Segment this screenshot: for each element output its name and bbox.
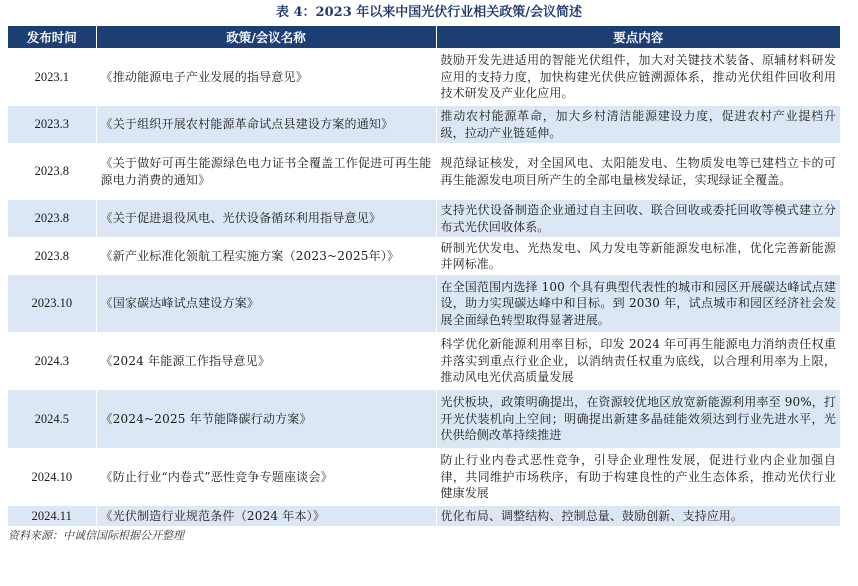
row-date: 2024.3 <box>8 332 96 390</box>
row-name: 《新产业标准化领航工程实施方案（2023~2025年）》 <box>96 237 436 275</box>
table-row <box>8 237 840 275</box>
row-name: 《关于促进退役风电、光伏设备循环利用指导意见》 <box>96 200 436 237</box>
column-header-points: 要点内容 <box>436 26 840 48</box>
table-row <box>8 390 840 448</box>
table-header-row <box>8 26 840 48</box>
table-row <box>8 48 840 106</box>
row-date: 2023.8 <box>8 143 96 200</box>
row-name: 《关于做好可再生能源绿色电力证书全覆盖工作促进可再生能源电力消费的通知》 <box>96 143 436 200</box>
row-points: 研制光伏发电、光热发电、风力发电等新能源发电标准，优化完善新能源并网标准。 <box>436 237 840 275</box>
document <box>8 0 850 544</box>
row-name: 《防止行业“内卷式”恶性竞争专题座谈会》 <box>96 448 436 506</box>
row-date: 2023.1 <box>8 48 96 106</box>
row-points: 鼓励开发先进适用的智能光伏组件，加大对关键技术装备、原辅材料研发应用的支持力度，加快构建光伏供应链溯源体系，推动光伏组件回收利用技术研发及产业化应用。 <box>436 48 840 106</box>
table-row <box>8 275 840 332</box>
row-name: 《推动能源电子产业发展的指导意见》 <box>96 48 436 106</box>
row-date: 2023.10 <box>8 275 96 332</box>
row-date: 2023.8 <box>8 200 96 237</box>
row-date: 2024.5 <box>8 390 96 448</box>
row-date: 2023.8 <box>8 237 96 275</box>
table-row <box>8 200 840 237</box>
table-row <box>8 332 840 390</box>
row-name: 《关于组织开展农村能源革命试点县建设方案的通知》 <box>96 106 436 143</box>
row-points: 光伏板块，政策明确提出，在资源较优地区放宽新能源利用率至 90%，打开光伏装机向上空间；明确提出新建多晶硅能效须达到行业先进水平，光伏供给侧改革持续推进 <box>436 390 840 448</box>
row-date: 2023.3 <box>8 106 96 143</box>
row-points: 规范绿证核发，对全国风电、太阳能发电、生物质发电等已建档立卡的可再生能源发电项目所产生的全部电量核发绿证，实现绿证全覆盖。 <box>436 143 840 200</box>
row-points: 科学优化新能源利用率目标，印发 2024 年可再生能源电力消纳责任权重并落实到重点行业企业，以消纳责任权重为底线，以合理利用率为上限，推动风电光伏高质量发展 <box>436 332 840 390</box>
row-name: 《2024~2025 年节能降碳行动方案》 <box>96 390 436 448</box>
row-name: 《光伏制造行业规范条件（2024 年本）》 <box>96 506 436 526</box>
row-name: 《2024 年能源工作指导意见》 <box>96 332 436 390</box>
row-points: 推动农村能源革命，加大乡村清洁能源建设力度，促进农村产业提档升级，拉动产业链延伸。 <box>436 106 840 143</box>
source-note: 资料来源：中诚信国际根据公开整理 <box>8 529 184 542</box>
row-points: 支持光伏设备制造企业通过自主回收、联合回收或委托回收等模式建立分布式光伏回收体系。 <box>436 200 840 237</box>
table-row <box>8 143 840 200</box>
row-points: 优化布局、调整结构、控制总量、鼓励创新、支持应用。 <box>436 506 840 526</box>
table-row <box>8 448 840 506</box>
column-header-name: 政策/会议名称 <box>96 26 436 48</box>
column-header-date: 发布时间 <box>8 26 96 48</box>
row-points: 在全国范围内选择 100 个具有典型代表性的城市和园区开展碳达峰试点建设，助力实现碳达峰中和目标。到 2030 年，试点城市和园区经济社会发展全面绿色转型取得显著进展。 <box>436 275 840 332</box>
row-name: 《国家碳达峰试点建设方案》 <box>96 275 436 332</box>
row-date: 2024.10 <box>8 448 96 506</box>
table-row <box>8 506 840 526</box>
table-title: 表 4：2023 年以来中国光伏行业相关政策/会议简述 <box>275 5 583 20</box>
row-points: 防止行业内卷式恶性竞争，引导企业理性发展，促进行业内企业加强自律，共同维护市场秩序，有助于构建良性的产业生态体系，推动光伏行业健康发展 <box>436 448 840 506</box>
table-row <box>8 106 840 143</box>
row-date: 2024.11 <box>8 506 96 526</box>
policy-table <box>8 26 840 526</box>
